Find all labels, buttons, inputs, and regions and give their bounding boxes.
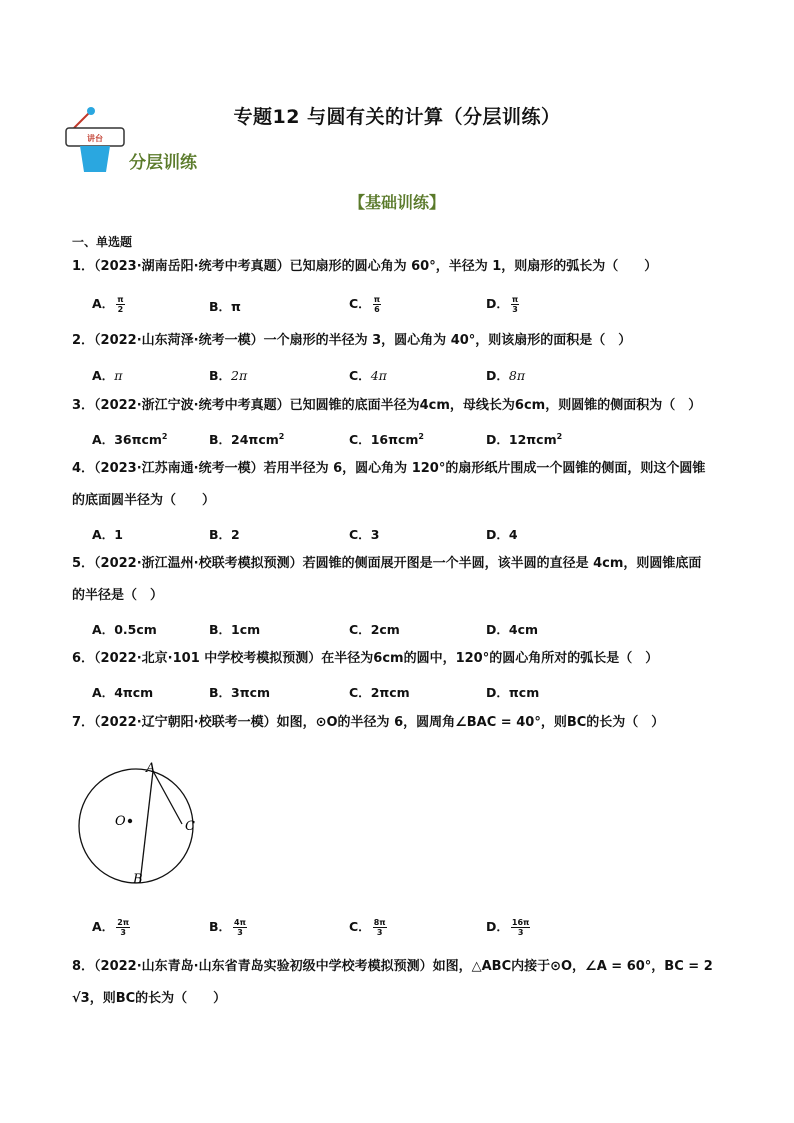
option-b: B．2π [209, 368, 248, 383]
option-c: C． $\frac{\pi}{6}$ [349, 295, 381, 314]
option-a: A．4πcm [92, 685, 154, 700]
option-a: A．0.5cm [92, 622, 157, 637]
question-2: 2．（2022·山东菏泽·统考一模）一个扇形的半径为 3，圆心角为 40°，则该扇形的面积是（ ） [72, 333, 632, 348]
logo-text: 讲台 [87, 134, 103, 143]
chord-ab [140, 771, 153, 883]
page-title: 专题12 与圆有关的计算（分层训练） [233, 106, 561, 128]
question-5: 5．（2022·浙江温州·校联考模拟预测）若圆锥的侧面展开图是一个半圆，该半圆的直径是 4cm，则圆锥底面 的半径是（ ） [72, 556, 702, 603]
option-a: A． $\frac{\pi}{2}$ [92, 295, 124, 314]
option-d: D．4 [486, 527, 518, 542]
question-type: 一、单选题 [72, 235, 133, 249]
question-3: 3．（2022·浙江宁波·统考中考真题）已知圆锥的底面半径为4cm，母线长为6cm，则圆锥的侧面积为（ ） [72, 398, 702, 413]
sub-heading: 【基础训练】 [348, 193, 445, 212]
section-label: 分层训练 [129, 153, 197, 173]
option-a: A．1 [92, 527, 123, 542]
option-b: B．1cm [209, 622, 261, 637]
option-a: A． $\frac{2\pi}{3}$ [92, 918, 130, 937]
lectern-logo-icon [60, 106, 132, 176]
label-o: O [115, 814, 126, 829]
option-d: D． $\frac{\pi}{3}$ [486, 295, 519, 314]
option-d: D．12πcm$^2$ [486, 431, 563, 447]
option-c: C．3 [349, 527, 380, 542]
option-a: A．36πcm$^2$ [92, 431, 168, 447]
option-c: C． $\frac{8\pi}{3}$ [349, 918, 386, 937]
option-c: C．4π [349, 368, 387, 383]
option-c: C．16πcm$^2$ [349, 431, 424, 447]
question-6: 6．（2022·北京·101 中学校考模拟预测）在半径为6cm的圆中，120°的圆心角所对的弧长是（ ） [72, 651, 659, 666]
center-point [128, 819, 132, 823]
option-c: C．2cm [349, 622, 400, 637]
question-8: 8．（2022·山东青岛·山东省青岛实验初级中学校考模拟预测）如图，△ABC内接于⊙O，∠A = 60°，BC = 2 √3，则BC的长为（ ） [72, 959, 713, 1006]
option-b: B． $\frac{4\pi}{3}$ [209, 918, 246, 937]
option-b: B．24πcm$^2$ [209, 431, 285, 447]
option-b: B．3πcm [209, 685, 271, 700]
question-7: 7．（2022·辽宁朝阳·校联考一模）如图，⊙O的半径为 6，圆周角∠BAC = 40°，则BC的长为（ ） [72, 715, 665, 730]
option-d: D． $\frac{16\pi}{3}$ [486, 918, 530, 937]
option-d: D．8π [486, 368, 526, 383]
option-c: C．2πcm [349, 685, 410, 700]
option-d: D．πcm [486, 685, 540, 700]
question-1: 1．（2023·湖南岳阳·统考中考真题）已知扇形的圆心角为 60°，半径为 1，则扇形的弧长为（ ） [72, 259, 658, 274]
label-a: A [146, 761, 156, 776]
label-b: B [133, 872, 143, 887]
question-4: 4．（2023·江苏南通·统考一模）若用半径为 6，圆心角为 120°的扇形纸片围成一个圆锥的侧面，则这个圆锥 的底面圆半径为（ ） [72, 461, 706, 508]
option-a: A．π [92, 368, 123, 383]
option-b: B．2 [209, 527, 240, 542]
option-b: B．π [209, 299, 241, 314]
circle-o [79, 769, 193, 883]
circle-diagram [76, 756, 206, 890]
option-d: D．4cm [486, 622, 539, 637]
label-c: C [185, 819, 195, 834]
